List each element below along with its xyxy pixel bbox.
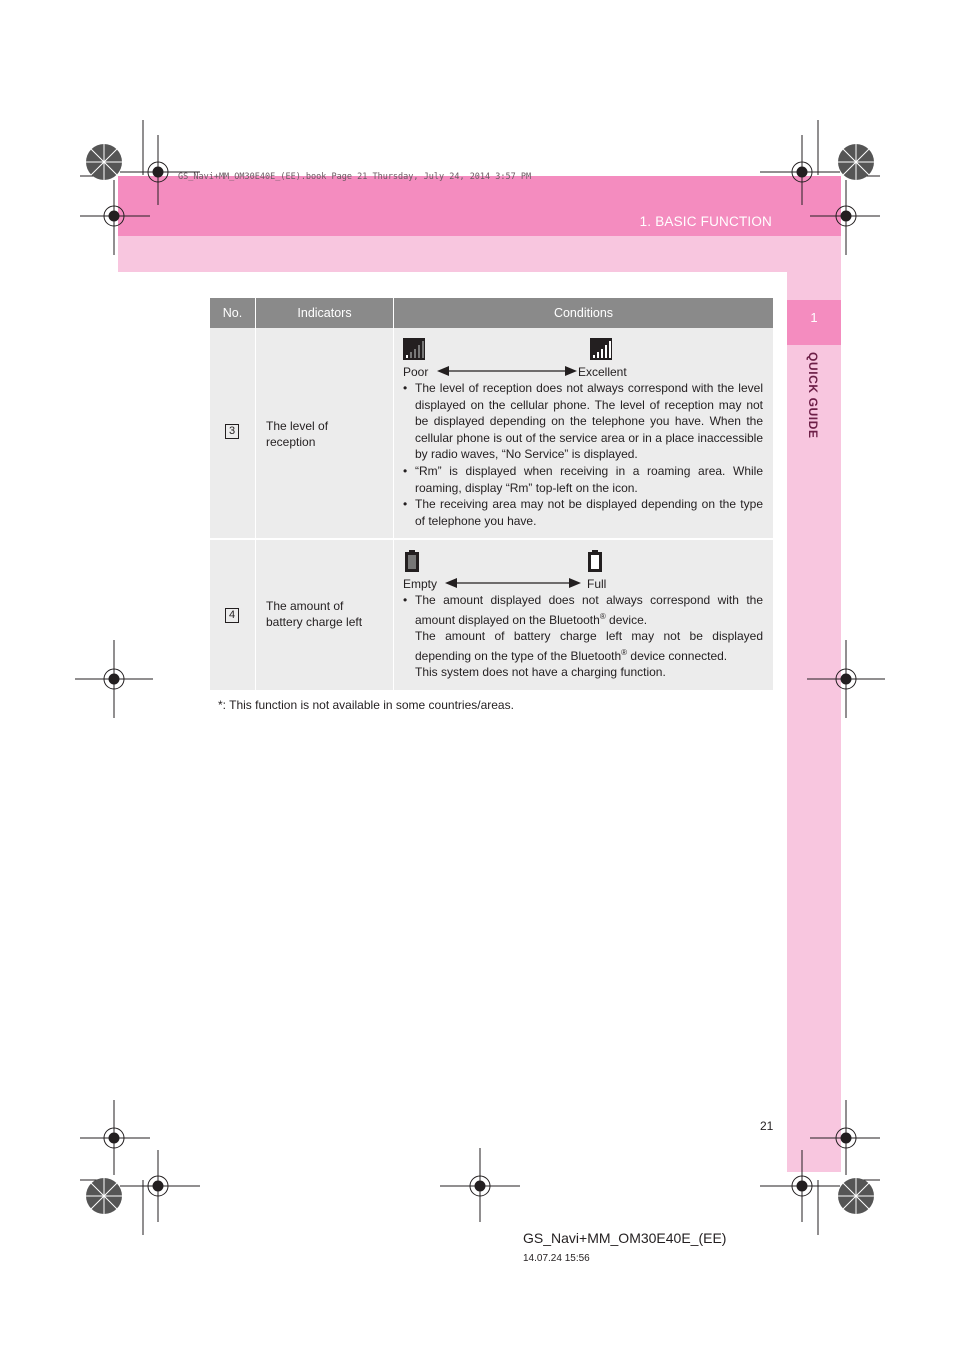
double-arrow-icon bbox=[445, 577, 581, 589]
scale-label-poor: Poor bbox=[403, 365, 429, 379]
row-number-box: 4 bbox=[225, 608, 239, 623]
col-header-conditions: Conditions bbox=[553, 306, 614, 320]
col-header-no: No. bbox=[222, 306, 243, 320]
indicator-label: The level of reception bbox=[266, 419, 329, 449]
table-row bbox=[210, 540, 773, 692]
signal-icons bbox=[403, 338, 763, 362]
table-row bbox=[210, 328, 773, 540]
page-number: 21 bbox=[760, 1119, 774, 1133]
battery-scale bbox=[403, 574, 763, 592]
condition-bullet: • “Rm” is displayed when receiving in a roaming area. While roaming, display “Rm” top-left on the icon. bbox=[403, 463, 763, 495]
side-tab-label: QUICK GUIDE bbox=[806, 352, 820, 439]
side-tab-number: 1 bbox=[810, 310, 818, 325]
table-header bbox=[210, 298, 773, 328]
condition-bullet: • The receiving area may not be displayed depending on the type of telephone you have. bbox=[403, 497, 763, 528]
double-arrow-icon bbox=[437, 365, 577, 377]
col-header-indicators: Indicators bbox=[297, 306, 352, 320]
indicator-label: The amount of battery charge left bbox=[266, 599, 363, 629]
indicator-table bbox=[210, 298, 773, 692]
condition-bullet: • The amount displayed does not always correspond with the amount displayed on the Bluetooth® device. The amount of battery charge left may not be displayed depending on the type of the Bluetooth® device connected. This system does not have a charging function. bbox=[403, 593, 763, 680]
battery-full-icon bbox=[588, 550, 602, 572]
condition-bullet: • The level of reception does not always correspond with the level displayed on the cellular phone. The level of reception may not be displayed depending on the telephone you have. When the cellular phone is out of the service area or in a place inaccessible by radio waves, “No Service” is displayed. bbox=[403, 381, 763, 462]
battery-empty-icon bbox=[405, 550, 419, 572]
signal-poor-icon bbox=[403, 338, 425, 360]
scale-label-empty: Empty bbox=[403, 577, 438, 591]
conditions-cell bbox=[403, 338, 763, 529]
row-number-box: 3 bbox=[225, 424, 239, 439]
signal-excellent-icon bbox=[590, 338, 612, 360]
document-id: GS_Navi+MM_OM30E40E_(EE) bbox=[523, 1230, 727, 1246]
reception-scale bbox=[403, 362, 763, 380]
footnote: *: This function is not available in some countries/areas. bbox=[218, 698, 514, 712]
battery-icons bbox=[403, 550, 763, 574]
conditions-cell bbox=[403, 550, 763, 681]
section-title: 1. BASIC FUNCTION bbox=[639, 214, 772, 229]
document-date: 14.07.24 15:56 bbox=[523, 1253, 590, 1264]
book-info-line: GS_Navi+MM_OM30E40E_(EE).book Page 21 Thursday, July 24, 2014 3:57 PM bbox=[178, 172, 532, 182]
scale-label-full: Full bbox=[587, 577, 607, 591]
scale-label-excellent: Excellent bbox=[578, 365, 627, 379]
